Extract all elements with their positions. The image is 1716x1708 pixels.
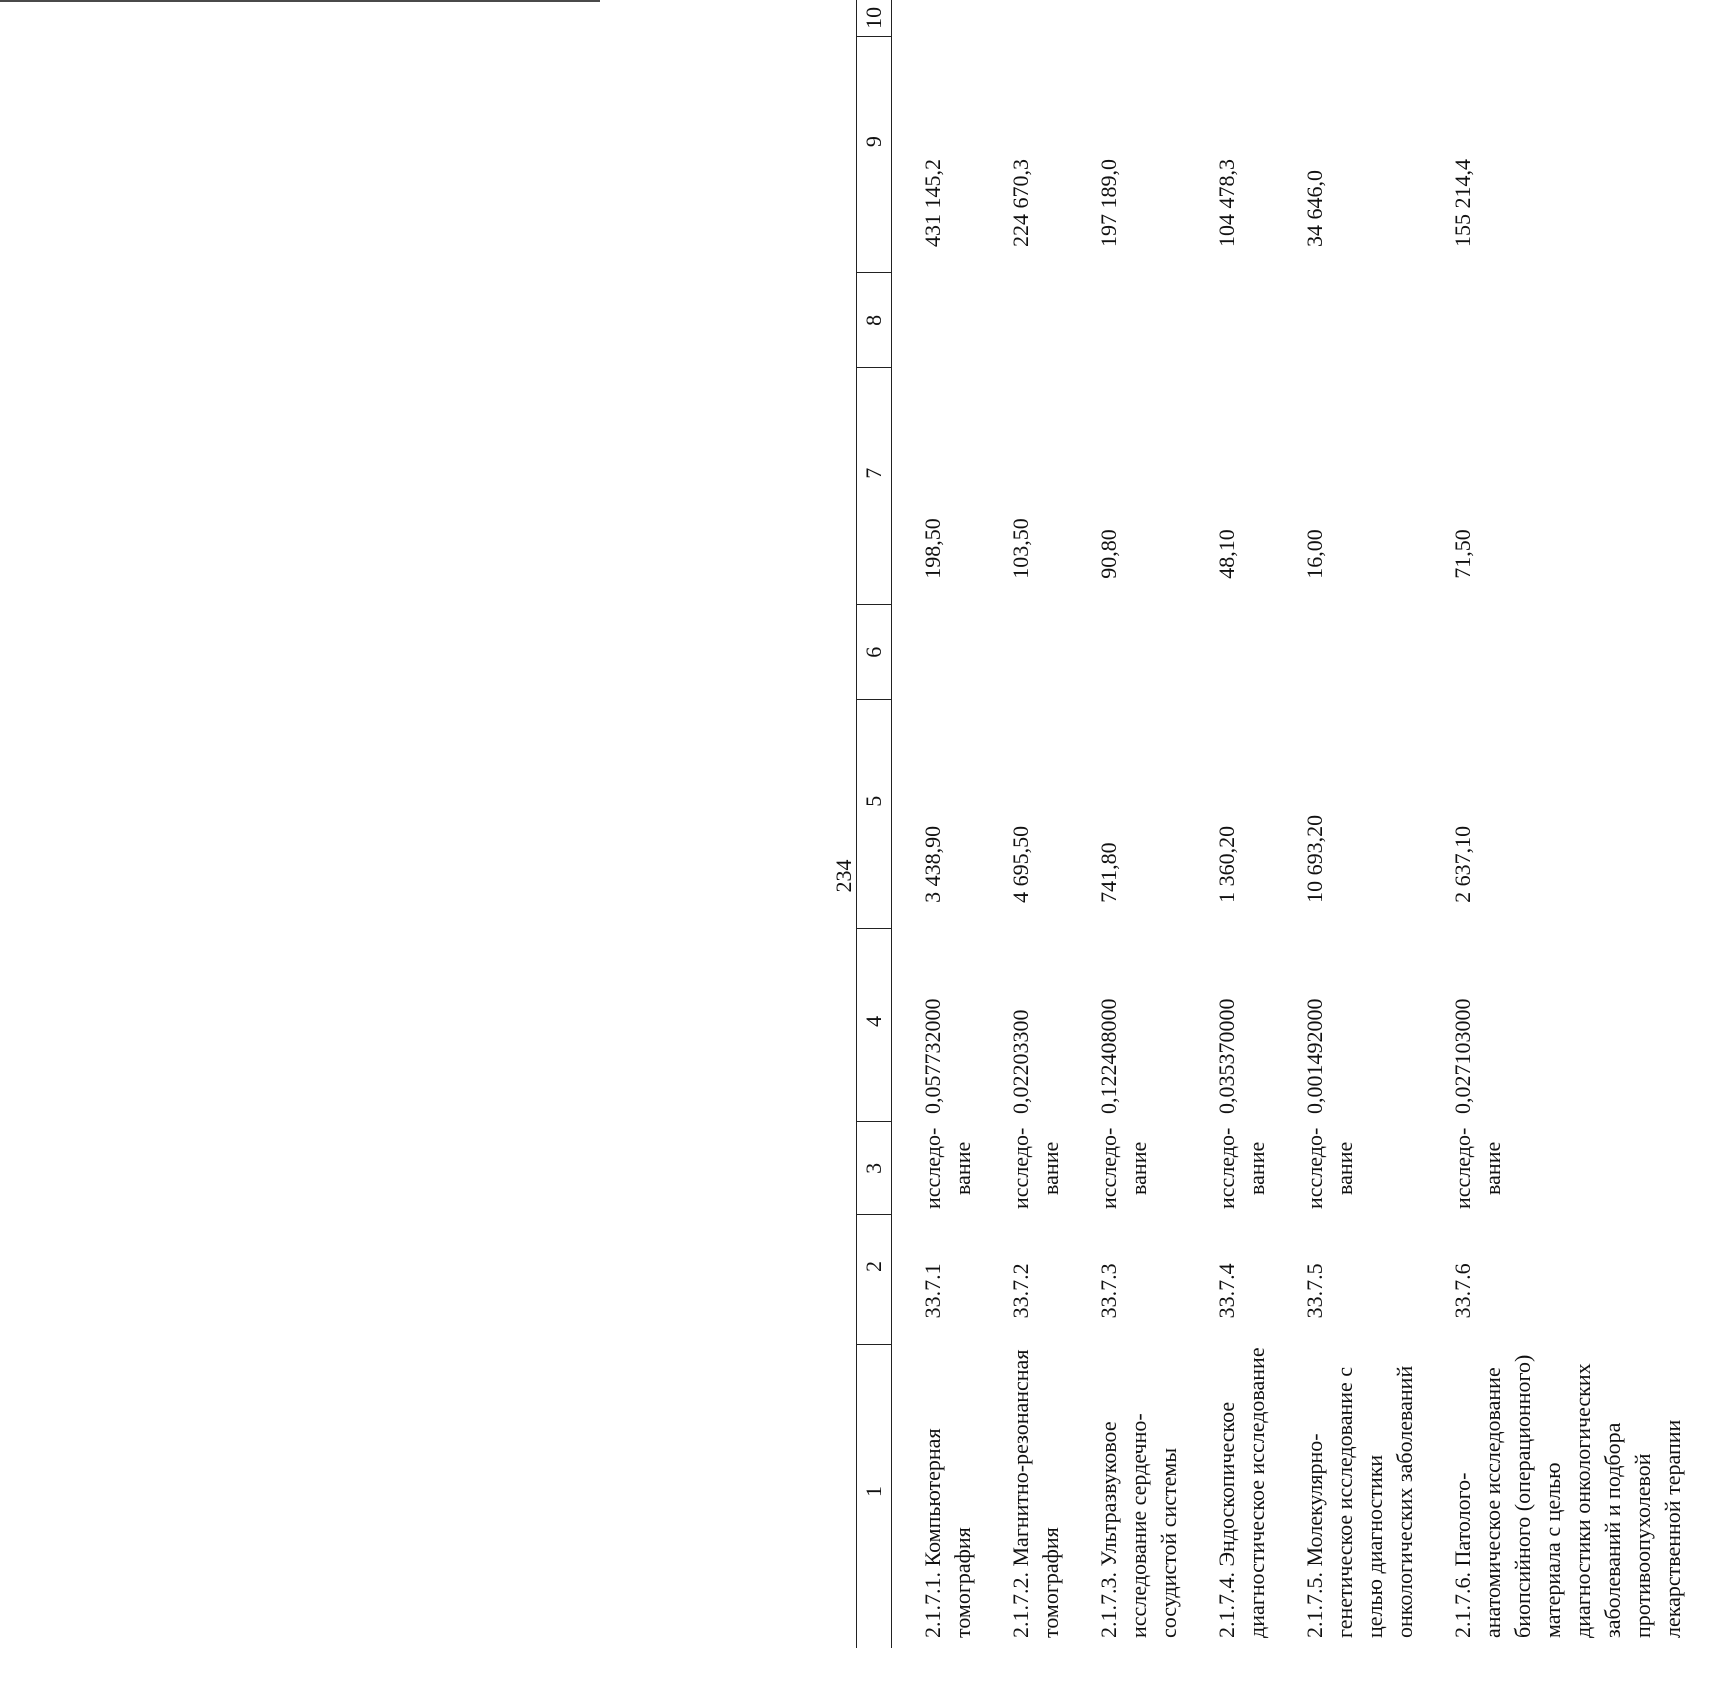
- col8-value: [1300, 273, 1448, 368]
- service-name: 2.1.7.1. Компьютерная томография: [920, 1428, 975, 1638]
- coefficient-value: 0,001492000: [1302, 998, 1327, 1114]
- col9-value: 224 670,3: [1008, 158, 1033, 247]
- col7-value: 198,50: [920, 518, 945, 579]
- coefficient-value: 0,057732000: [920, 998, 945, 1114]
- column-header: 6: [857, 605, 892, 700]
- unit-of-measure: исследо-вание: [920, 1127, 975, 1209]
- service-code: 33.7.6: [1450, 1263, 1475, 1319]
- coefficient-value: 0,122408000: [1096, 998, 1121, 1114]
- col7-value: 48,10: [1214, 529, 1239, 579]
- col9-value: 104 478,3: [1214, 158, 1239, 247]
- col9-value: 155 214,4: [1450, 158, 1475, 247]
- col7-value: 16,00: [1302, 529, 1327, 579]
- coefficient-value: 0,02203300: [1008, 1009, 1033, 1114]
- coefficient-value: 0,027103000: [1450, 998, 1475, 1114]
- col6-value: [1006, 605, 1094, 700]
- page-number: 234: [831, 859, 856, 893]
- table-row: [1006, 0, 1094, 1648]
- col5-value: 10 693,20: [1302, 814, 1327, 903]
- service-code: 33.7.3: [1096, 1263, 1121, 1319]
- col6-value: [1094, 605, 1212, 700]
- col8-value: [892, 273, 1007, 368]
- col8-value: [1212, 273, 1300, 368]
- table-row: [1212, 0, 1300, 1648]
- service-name: 2.1.7.2. Магнитно-резонансная томография: [1008, 1349, 1063, 1638]
- col8-value: [1094, 273, 1212, 368]
- col5-value: 1 360,20: [1214, 825, 1239, 903]
- col6-value: [892, 605, 1007, 700]
- column-header: 5: [857, 700, 892, 929]
- col9-value: 431 145,2: [920, 158, 945, 247]
- col5-value: 3 438,90: [920, 825, 945, 903]
- service-name: 2.1.7.3. Ультразвуковое исследование сердечно-сосудистой системы: [1096, 1413, 1181, 1638]
- column-header: 1: [857, 1344, 892, 1648]
- coefficient-value: 0,035370000: [1214, 998, 1239, 1114]
- service-code: 33.7.4: [1214, 1263, 1239, 1319]
- column-header: 4: [857, 929, 892, 1122]
- col10-value: [1300, 0, 1448, 36]
- service-name: 2.1.7.5. Молекулярно-генетическое исследование с целью диагностики онкологических заболеваний: [1302, 1365, 1417, 1638]
- service-code: 33.7.5: [1302, 1263, 1327, 1319]
- col8-value: [1448, 273, 1716, 368]
- col10-value: [1448, 0, 1716, 36]
- col10-value: [1094, 0, 1212, 36]
- table-row: [1448, 0, 1716, 1648]
- service-name: 2.1.7.6. Патолого-анатомическое исследование биопсийного (операционного) материала с целью диагностики онкологических заболеваний и подбора противоопухолевой лекарственной терапии: [1450, 1354, 1685, 1638]
- col9-value: 34 646,0: [1302, 169, 1327, 247]
- col10-value: [1006, 0, 1094, 36]
- table-row: [1300, 0, 1448, 1648]
- unit-of-measure: исследо-вание: [1450, 1127, 1505, 1209]
- col5-value: 4 695,50: [1008, 825, 1033, 903]
- col5-value: 741,80: [1096, 842, 1121, 903]
- service-code: 33.7.2: [1008, 1263, 1033, 1319]
- column-header: 3: [857, 1122, 892, 1215]
- col6-value: [1212, 605, 1300, 700]
- unit-of-measure: исследо-вание: [1302, 1127, 1357, 1209]
- tariff-table: [856, 0, 1716, 1648]
- table-header-row: [857, 0, 892, 1648]
- col6-value: [1300, 605, 1448, 700]
- col7-value: 71,50: [1450, 529, 1475, 579]
- col6-value: [1448, 605, 1716, 700]
- column-header: 2: [857, 1215, 892, 1345]
- column-header: 7: [857, 368, 892, 605]
- col9-value: 197 189,0: [1096, 158, 1121, 247]
- table-row: [1094, 0, 1212, 1648]
- col7-value: 90,80: [1096, 529, 1121, 579]
- column-header: 10: [857, 0, 892, 36]
- service-code: 33.7.1: [920, 1263, 945, 1319]
- column-header: 8: [857, 273, 892, 368]
- col5-value: 2 637,10: [1450, 825, 1475, 903]
- col7-value: 103,50: [1008, 518, 1033, 579]
- table-row: [892, 0, 1007, 1648]
- unit-of-measure: исследо-вание: [1008, 1127, 1063, 1209]
- service-name: 2.1.7.4. Эндоскопическое диагностическое исследование: [1214, 1347, 1269, 1638]
- unit-of-measure: исследо-вание: [1214, 1127, 1269, 1209]
- col10-value: [1212, 0, 1300, 36]
- unit-of-measure: исследо-вание: [1096, 1127, 1151, 1209]
- col8-value: [1006, 273, 1094, 368]
- column-header: 9: [857, 36, 892, 273]
- col10-value: [892, 0, 1007, 36]
